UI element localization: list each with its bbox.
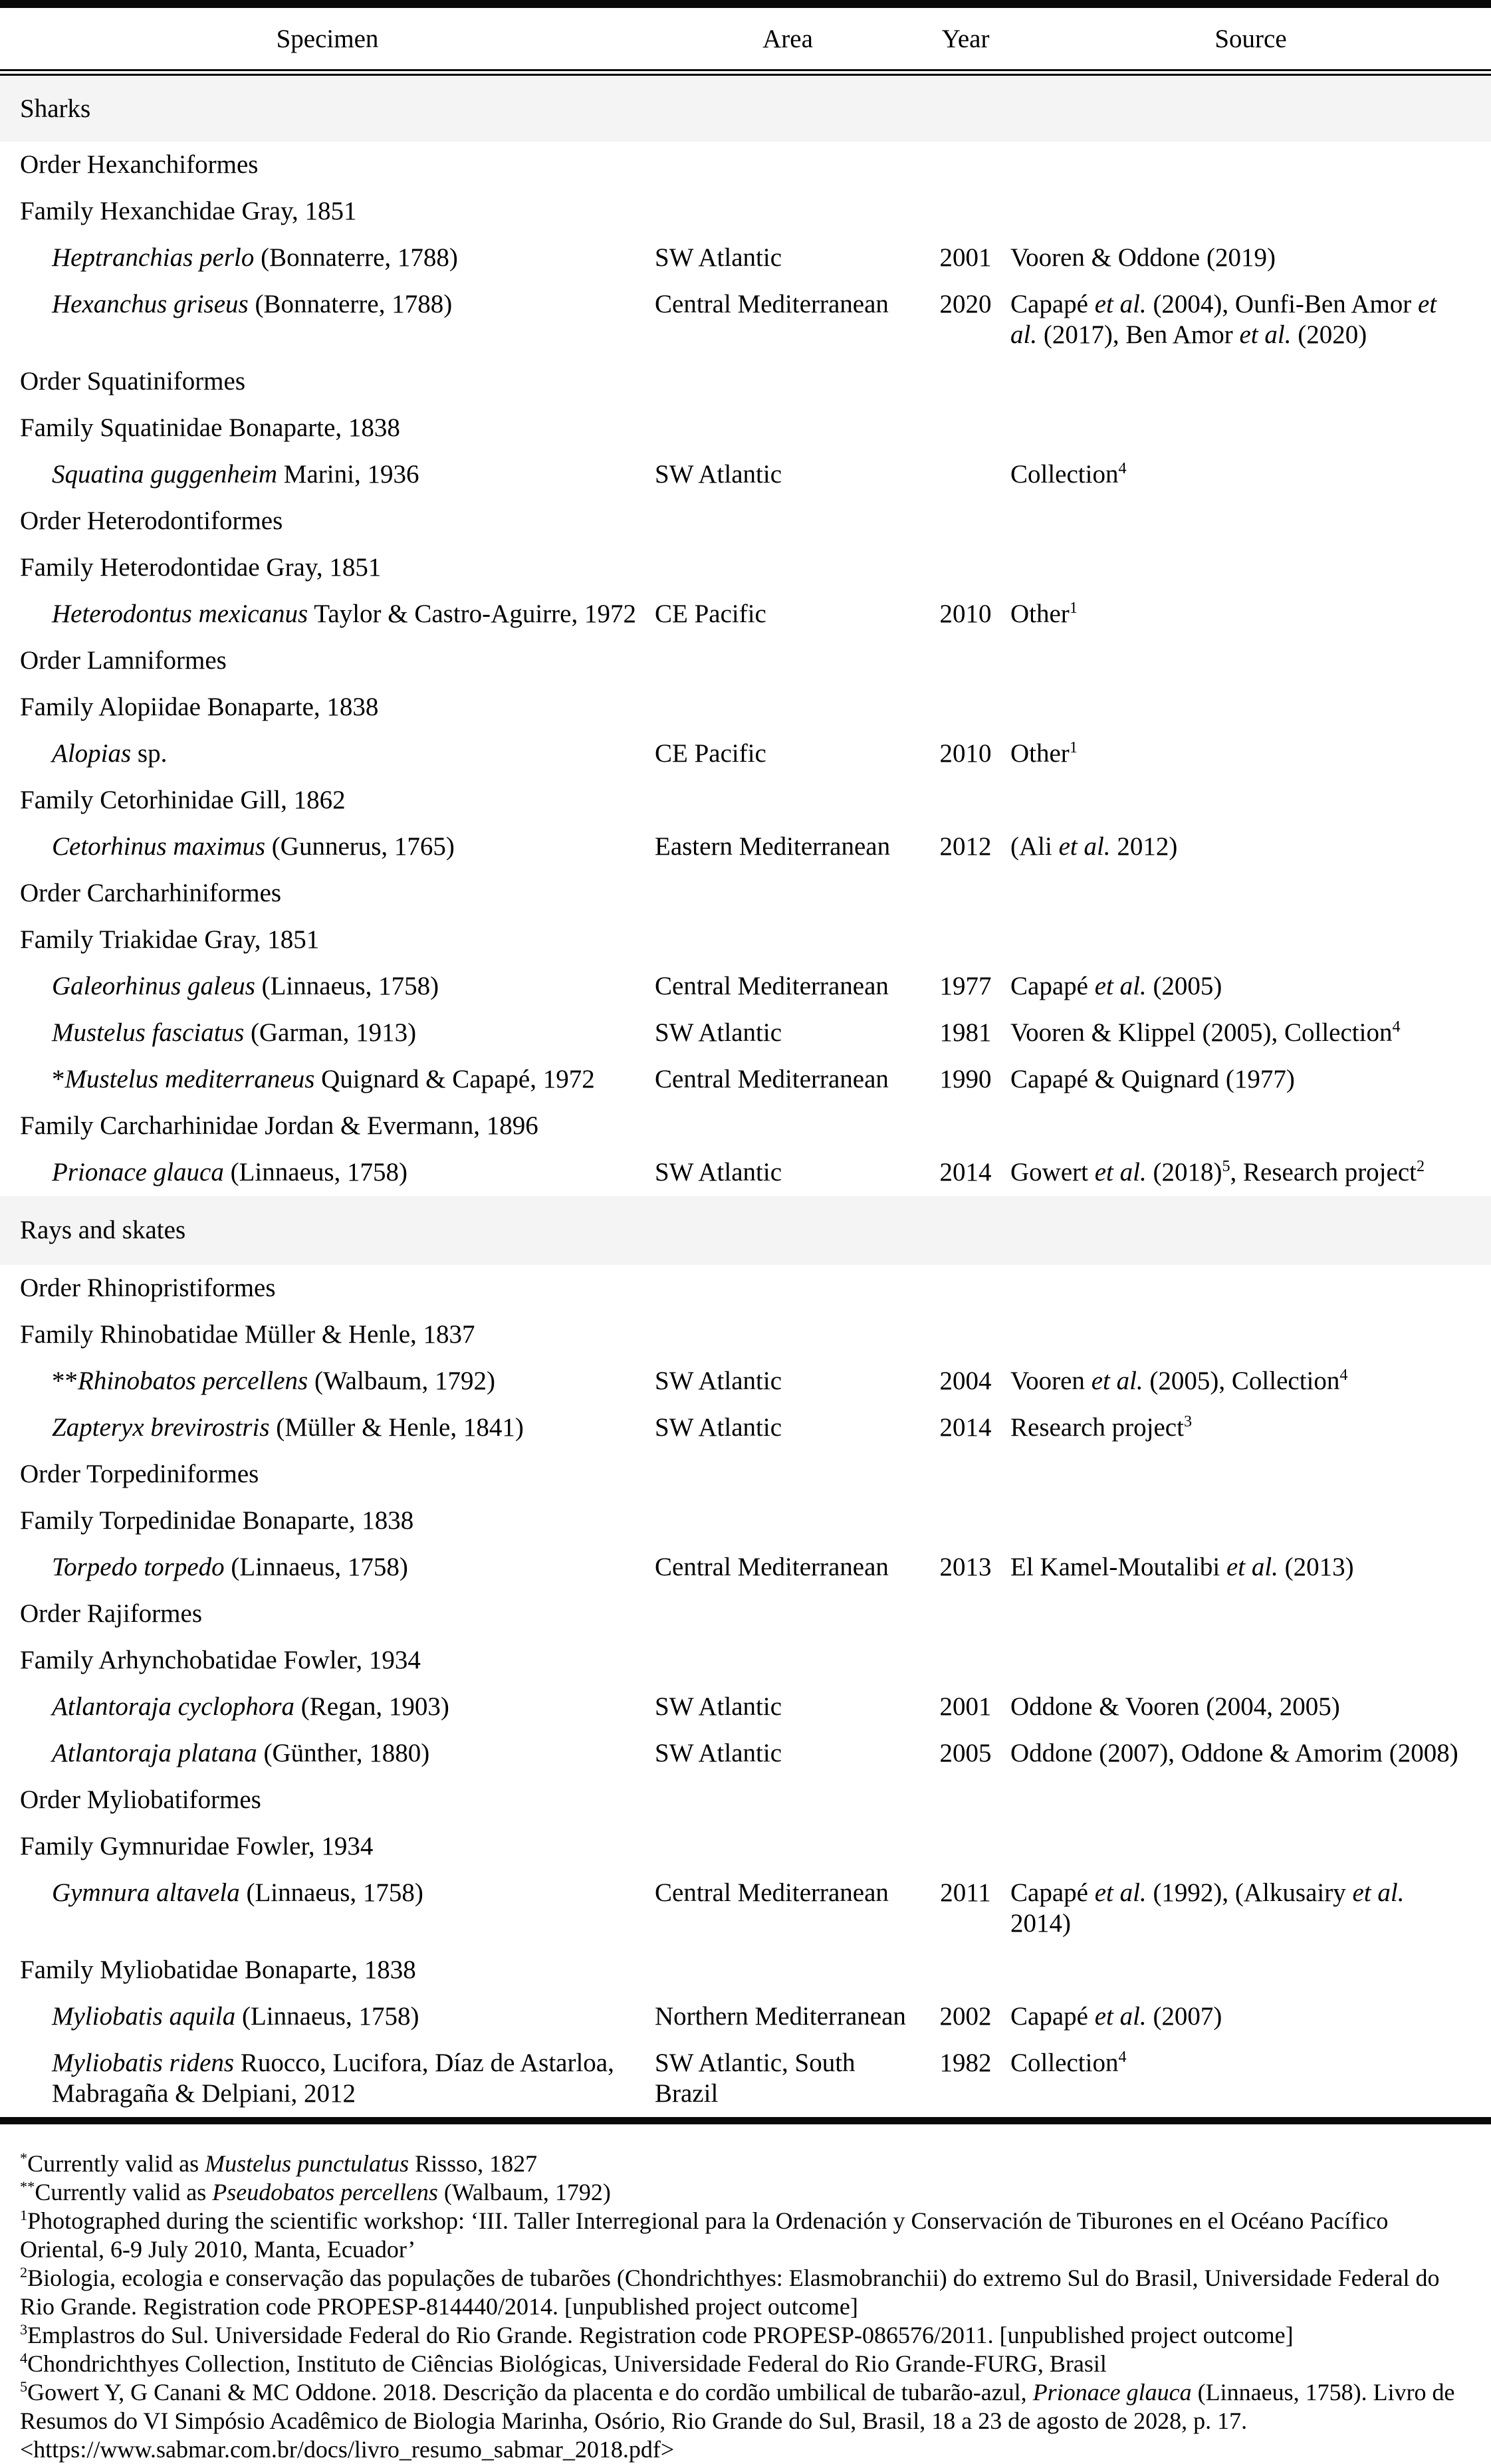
specimen-cell: **Rhinobatos percellens (Walbaum, 1792) (52, 1367, 495, 1395)
area-cell: CE Pacific (655, 739, 766, 768)
family-row (0, 684, 1491, 730)
species-row (0, 2040, 1491, 2121)
source-cell: Capapé et al. (1992), (Alkusairy et al. 2014) (1010, 1878, 1405, 1938)
year-cell: 2004 (939, 1367, 992, 1395)
specimen-cell: Galeorhinus galeus (Linnaeus, 1758) (52, 972, 439, 1000)
species-row (0, 1404, 1491, 1451)
order-row (0, 870, 1491, 917)
family-label: Family Carcharhinidae Jordan & Evermann, 1896 (20, 1111, 538, 1140)
species-row (0, 963, 1491, 1010)
source-cell: Vooren & Klippel (2005), Collection$^4$ (1010, 1018, 1401, 1047)
family-label: Family Squatinidae Bonaparte, 1838 (20, 413, 400, 442)
species-row (0, 1993, 1491, 2040)
year-cell: 2001 (939, 243, 992, 272)
header-row (0, 4, 1491, 72)
order-row (0, 358, 1491, 405)
year-cell: 1982 (939, 2049, 992, 2077)
year-cell: 1990 (939, 1065, 992, 1093)
year-cell: 2014 (939, 1158, 992, 1186)
family-label: Family Alopiidae Bonaparte, 1838 (20, 693, 379, 721)
specimen-cell: Zapteryx brevirostris (Müller & Henle, 1841) (52, 1413, 524, 1442)
family-label: Family Heterodontidae Gray, 1851 (20, 553, 382, 582)
family-label: Family Cetorhinidae Gill, 1862 (20, 786, 346, 814)
order-row (0, 1265, 1491, 1311)
species-row (0, 1056, 1491, 1103)
family-row (0, 405, 1491, 451)
area-cell: SW Atlantic (655, 1413, 782, 1442)
source-cell: Oddone (2007), Oddone & Amorim (2008) (1010, 1739, 1458, 1767)
area-cell: Northern Mediterranean (655, 2002, 906, 2031)
col-header-year: Year (941, 25, 990, 53)
area-cell: SW Atlantic, South Brazil (655, 2049, 856, 2108)
family-label: Family Arhynchobatidae Fowler, 1934 (20, 1646, 421, 1674)
area-cell: Central Mediterranean (655, 290, 889, 318)
source-cell: El Kamel-Moutalibi et al. (2013) (1010, 1553, 1354, 1581)
year-cell: 2020 (939, 290, 992, 318)
specimen-cell: Squatina guggenheim Marini, 1936 (52, 460, 419, 489)
specimen-cell: Atlantoraja platana (Günther, 1880) (52, 1739, 430, 1767)
specimen-cell: Mustelus fasciatus (Garman, 1913) (52, 1018, 417, 1047)
family-row (0, 1637, 1491, 1684)
area-cell: SW Atlantic (655, 243, 782, 272)
footnote: $^4$Chondrichthyes Collection, Instituto de Ciências Biológicas, Universidade Federal do Rio Grande-FURG, Brasil (20, 2350, 1107, 2377)
section-label: Sharks (0, 72, 1491, 142)
order-label: Order Torpediniformes (20, 1460, 259, 1488)
year-cell: 1981 (939, 1018, 992, 1047)
family-label: Family Gymnuridae Fowler, 1934 (20, 1832, 374, 1860)
specimen-cell: Torpedo torpedo (Linnaeus, 1758) (52, 1553, 408, 1581)
section-row (0, 72, 1491, 142)
source-cell: Vooren & Oddone (2019) (1010, 243, 1276, 272)
family-row (0, 188, 1491, 235)
family-row (0, 777, 1491, 824)
species-row (0, 1358, 1491, 1404)
area-cell: SW Atlantic (655, 1158, 782, 1186)
specimen-cell: Myliobatis aquila (Linnaeus, 1758) (52, 2002, 419, 2031)
specimen-cell: Heptranchias perlo (Bonnaterre, 1788) (52, 243, 458, 272)
year-cell: 2002 (939, 2002, 992, 2031)
family-row (0, 1498, 1491, 1544)
order-label: Order Squatiniformes (20, 367, 246, 395)
footnote: *Currently valid as Mustelus punctulatus Rissso, 1827 (20, 2150, 538, 2177)
order-row (0, 498, 1491, 544)
source-cell: Capapé et al. (2005) (1010, 972, 1222, 1000)
species-row (0, 1730, 1491, 1777)
source-cell: Research project$^3$ (1010, 1412, 1193, 1442)
specimen-cell: Prionace glauca (Linnaeus, 1758) (52, 1158, 408, 1186)
year-cell: 2001 (939, 1692, 992, 1721)
col-header-source: Source (1214, 25, 1287, 53)
specimen-cell: Atlantoraja cyclophora (Regan, 1903) (52, 1692, 449, 1721)
family-row (0, 1311, 1491, 1358)
table-body (0, 72, 1491, 2121)
footnote: $^3$Emplastros do Sul. Universidade Federal do Rio Grande. Registration code PROPESP-086576/2011. [unpublished project outcome] (20, 2321, 1294, 2348)
footnotes (20, 2150, 1471, 2464)
species-row (0, 281, 1491, 358)
year-cell: 1977 (939, 972, 992, 1000)
species-row (0, 451, 1491, 498)
col-header-area: Area (762, 25, 813, 53)
species-row (0, 591, 1491, 637)
family-label: Family Rhinobatidae Müller & Henle, 1837 (20, 1320, 475, 1349)
source-cell: Capapé et al. (2004), Ounfi-Ben Amor et al. (2017), Ben Amor et al. (2020) (1010, 290, 1437, 349)
family-label: Family Myliobatidae Bonaparte, 1838 (20, 1956, 416, 1984)
area-cell: SW Atlantic (655, 1367, 782, 1395)
order-label: Order Rhinopristiformes (20, 1274, 276, 1302)
species-row (0, 824, 1491, 870)
family-row (0, 1103, 1491, 1149)
source-cell: Capapé et al. (2007) (1010, 2002, 1222, 2031)
area-cell: SW Atlantic (655, 1692, 782, 1721)
family-label: Family Torpedinidae Bonaparte, 1838 (20, 1506, 414, 1535)
family-row (0, 1947, 1491, 1993)
specimen-cell: Myliobatis ridens Ruocco, Lucifora, Díaz de Astarloa, Mabragaña & Delpiani, 2012 (52, 2049, 614, 2108)
source-cell: Other$^1$ (1010, 599, 1078, 628)
species-row (0, 1870, 1491, 1947)
family-row (0, 544, 1491, 591)
area-cell: Eastern Mediterranean (655, 832, 891, 861)
year-cell: 2012 (939, 832, 992, 861)
family-label: Family Hexanchidae Gray, 1851 (20, 197, 357, 225)
family-row (0, 1823, 1491, 1870)
section-row (0, 1196, 1491, 1265)
year-cell: 2010 (939, 739, 992, 768)
order-label: Order Rajiformes (20, 1599, 202, 1628)
order-row (0, 1777, 1491, 1823)
footnote: $^1$Photographed during the scientific workshop: ‘III. Taller Interregional para la Ordenación y Conservación de Tiburones en el Océano Pacífico Oriental, 6-9 July 2010, Manta, Ecuador’ (20, 2207, 1389, 2263)
source-cell: (Ali et al. 2012) (1010, 832, 1178, 861)
col-header-specimen: Specimen (276, 25, 379, 53)
order-row (0, 142, 1491, 188)
area-cell: Central Mediterranean (655, 1065, 889, 1093)
source-cell: Capapé & Quignard (1977) (1010, 1065, 1295, 1093)
area-cell: Central Mediterranean (655, 972, 889, 1000)
year-cell: 2014 (939, 1413, 992, 1442)
area-cell: SW Atlantic (655, 460, 782, 489)
specimen-cell: Gymnura altavela (Linnaeus, 1758) (52, 1878, 423, 1907)
order-label: Order Heterodontiformes (20, 506, 283, 535)
year-cell: 2005 (939, 1739, 992, 1767)
order-row (0, 637, 1491, 684)
table-header (0, 4, 1491, 72)
year-cell (921, 451, 1010, 498)
specimen-cell: *Mustelus mediterraneus Quignard & Capapé, 1972 (52, 1065, 595, 1093)
area-cell: CE Pacific (655, 600, 766, 628)
family-row (0, 917, 1491, 963)
specimen-cell: Hexanchus griseus (Bonnaterre, 1788) (52, 290, 453, 318)
specimen-cell: Alopias sp. (52, 739, 168, 768)
area-cell: Central Mediterranean (655, 1553, 889, 1581)
species-row (0, 1684, 1491, 1730)
species-row (0, 1544, 1491, 1591)
area-cell: Central Mediterranean (655, 1878, 889, 1907)
source-cell: Vooren et al. (2005), Collection$^4$ (1010, 1366, 1348, 1395)
footnote: $^5$Gowert Y, G Canani & MC Oddone. 2018. Descrição da placenta e do cordão umbilical de tubarão-azul, Prionace glauca (Linnaeus, 1758). Livro de Resumos do VI Simpósio Acadêmico de Biologia Marinha, Osório, Rio Grande do Sul, Brasil, 18 a 23 de agosto de 2028, p. 17. <https://www.sabmar.com.br/docs/livro_resumo_sabmar_2018.pdf> (20, 2378, 1455, 2463)
footnote: $^2$Biologia, ecologia e conservação das populações de tubarões (Chondrichthyes: Elasmobranchii) do extremo Sul do Brasil, Universidade Federal do Rio Grande. Registration code PROPESP-814440/2014. [unpublished project outcome] (20, 2264, 1440, 2320)
source-cell: Oddone & Vooren (2004, 2005) (1010, 1692, 1340, 1721)
specimen-cell: Heterodontus mexicanus Taylor & Castro-Aguirre, 1972 (52, 600, 636, 628)
year-cell: 2010 (939, 600, 992, 628)
source-cell: Collection$^4$ (1010, 459, 1127, 489)
area-cell: SW Atlantic (655, 1018, 782, 1047)
year-cell: 2011 (940, 1878, 991, 1907)
species-row (0, 235, 1491, 281)
source-cell: Gowert et al. $(2018)^5$, Research project$^2$ (1010, 1157, 1425, 1186)
year-cell: 2013 (939, 1553, 992, 1581)
species-row (0, 1149, 1491, 1196)
order-row (0, 1451, 1491, 1498)
order-label: Order Myliobatiformes (20, 1785, 261, 1814)
footnote: **Currently valid as Pseudobatos percellens (Walbaum, 1792) (20, 2178, 611, 2205)
specimen-cell: Cetorhinus maximus (Gunnerus, 1765) (52, 832, 455, 861)
section-label: Rays and skates (0, 1196, 1491, 1265)
order-label: Order Hexanchiformes (20, 150, 259, 179)
area-cell: SW Atlantic (655, 1739, 782, 1767)
source-cell: Other$^1$ (1010, 738, 1078, 768)
family-label: Family Triakidae Gray, 1851 (20, 925, 320, 954)
species-row (0, 730, 1491, 777)
order-label: Order Carcharhiniformes (20, 879, 282, 907)
order-row (0, 1591, 1491, 1637)
species-row (0, 1010, 1491, 1056)
source-cell: Collection$^4$ (1010, 2048, 1127, 2077)
order-label: Order Lamniformes (20, 646, 227, 675)
